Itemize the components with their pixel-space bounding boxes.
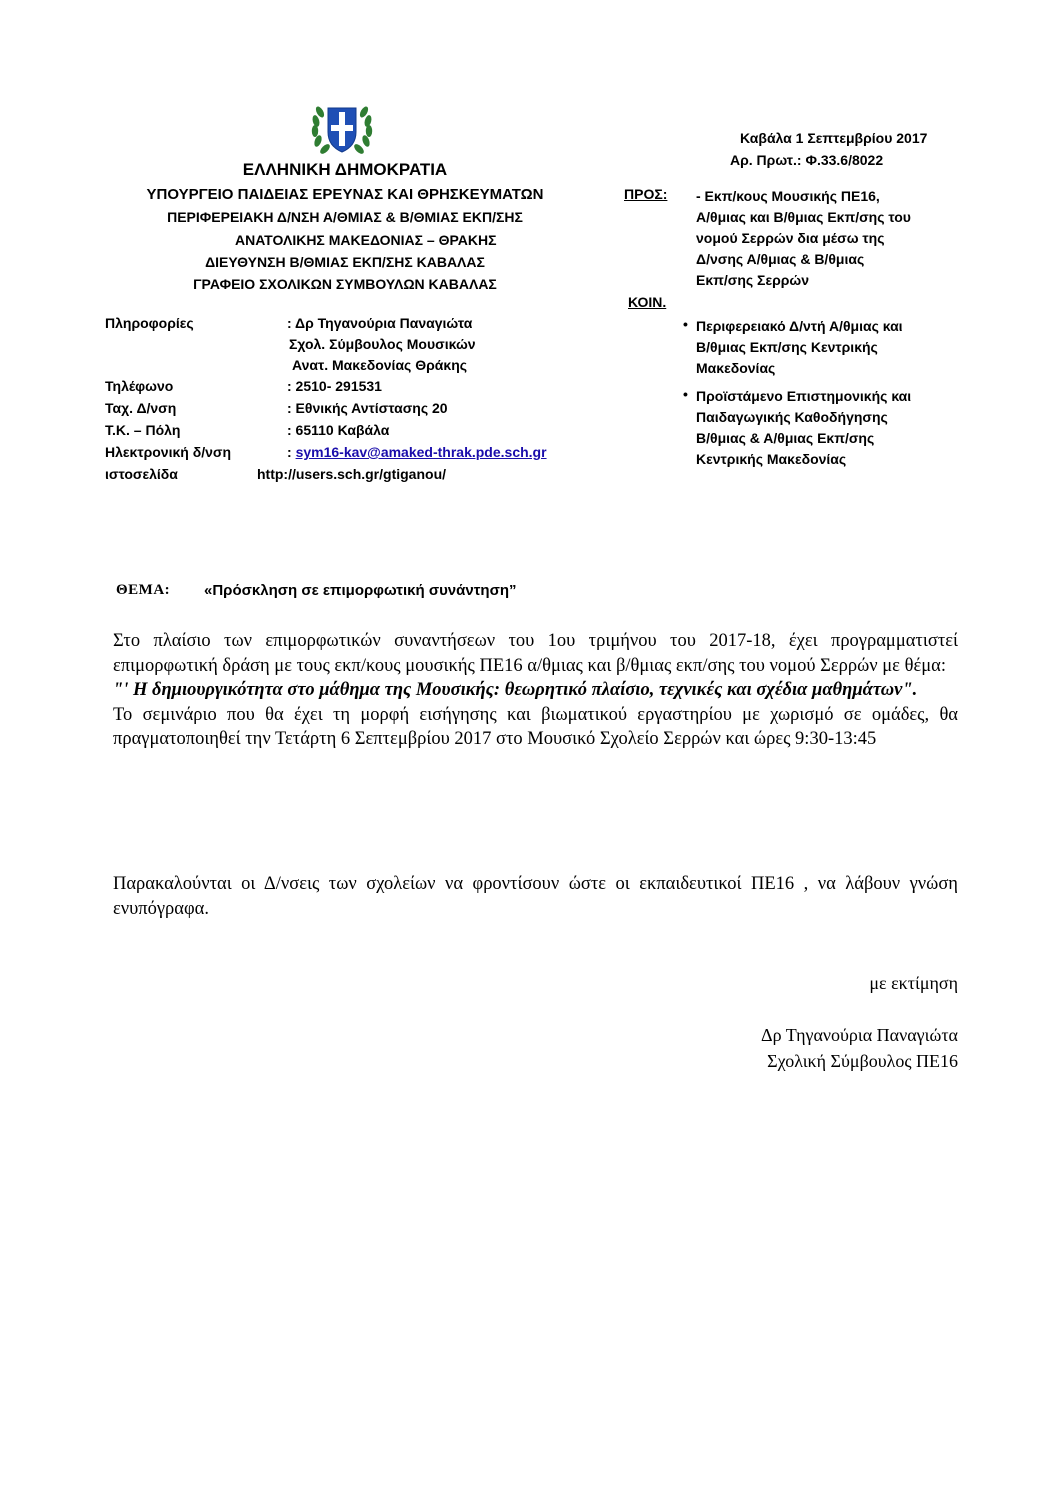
greek-coat-of-arms-emblem bbox=[306, 98, 378, 158]
info-value-name: : Δρ Τηγανούρια Παναγιώτα bbox=[287, 315, 473, 331]
info-value-region: Ανατ. Μακεδονίας Θράκης bbox=[292, 357, 468, 373]
ministry-heading: ΥΠΟΥΡΓΕΙΟ ΠΑΙΔΕΙΑΣ ΕΡΕΥΝΑΣ ΚΑΙ ΘΡΗΣΚΕΥΜΑΤΩΝ bbox=[146, 186, 544, 203]
closing-regards: με εκτίμηση bbox=[869, 973, 958, 993]
address-label: Ταχ. Δ/νση bbox=[105, 400, 177, 416]
cc-label: ΚΟΙΝ. bbox=[628, 294, 667, 310]
cc2-line-2: Παιδαγωγικής Καθοδήγησης bbox=[696, 409, 888, 425]
phone-label: Τηλέφωνο bbox=[105, 378, 174, 394]
postal-label: Τ.Κ. – Πόλη bbox=[105, 422, 181, 438]
to-line-2: Α/θμιας και Β/θμιας Εκπ/σης του bbox=[696, 209, 911, 225]
subject-text: «Πρόσκληση σε επιμορφωτική συνάντηση” bbox=[204, 582, 517, 599]
cc2-line-1: Προϊστάμενο Επιστημονικής και bbox=[696, 388, 912, 404]
to-line-1: - Εκπ/κους Μουσικής ΠΕ16, bbox=[696, 188, 880, 204]
regional-heading-line1: ΠΕΡΙΦΕΡΕΙΑΚΗ Δ/ΝΣΗ Α/ΘΜΙΑΣ & Β/ΘΜΙΑΣ ΕΚΠ/ΣΗΣ bbox=[167, 209, 523, 225]
signatory-role: Σχολική Σύμβουλος ΠΕ16 bbox=[767, 1051, 958, 1071]
phone-value: : 2510- 291531 bbox=[287, 378, 382, 394]
republic-heading: ΕΛΛΗΝΙΚΗ ΔΗΜΟΚΡΑΤΙΑ bbox=[242, 160, 448, 179]
body-paragraph-2: Το σεμινάριο που θα έχει τη μορφή εισήγησης και βιωματικού εργαστηρίου με χωρισμό σε ομάδες, θα πραγματοποιηθεί την Τετάρτη 6 Σεπτεμβρίου 2017 στο Μουσικό Σχολείο Σερρών και ώρες 9:30-13:45 bbox=[113, 704, 958, 749]
office-heading: ΓΡΑΦΕΙΟ ΣΧΟΛΙΚΩΝ ΣΥΜΒΟΥΛΩΝ ΚΑΒΑΛΑΣ bbox=[193, 276, 497, 292]
bullet-icon: • bbox=[683, 386, 688, 402]
to-line-4: Δ/νσης Α/θμιας & Β/θμιας bbox=[696, 251, 865, 267]
protocol-number: Αρ. Πρωτ.: Φ.33.6/8022 bbox=[730, 152, 884, 168]
signatory-name: Δρ Τηγανούρια Παναγιώτα bbox=[761, 1025, 958, 1045]
to-line-3: νομού Σερρών δια μέσω της bbox=[696, 230, 885, 246]
to-label: ΠΡΟΣ: bbox=[624, 186, 668, 202]
website-label: ιστοσελίδα bbox=[105, 466, 178, 482]
cc-recipient-2 bbox=[696, 386, 953, 470]
regional-heading-line2: ΑΝΑΤΟΛΙΚΗΣ ΜΑΚΕΔΟΝΙΑΣ – ΘΡΑΚΗΣ bbox=[235, 232, 497, 248]
cc-recipient-1 bbox=[696, 316, 953, 379]
info-value-role: Σχολ. Σύμβουλος Μουσικών bbox=[289, 336, 476, 352]
email-row bbox=[287, 444, 547, 460]
cc1-line-2: Β/θμιας Εκπ/σης Κεντρικής bbox=[696, 339, 878, 355]
seminar-title: "' Η δημιουργικότητα στο μάθημα της Μουσικής: θεωρητικό πλαίσιο, τεχνικές και σχέδια μαθημάτων". bbox=[113, 680, 918, 700]
postal-value: : 65110 Καβάλα bbox=[287, 422, 390, 438]
body-paragraph-1 bbox=[113, 629, 958, 752]
email-colon: : bbox=[287, 444, 292, 460]
cc2-line-3: Β/θμιας & Α/θμιας Εκπ/σης bbox=[696, 430, 875, 446]
body-paragraph-3: Παρακαλούνται οι Δ/νσεις των σχολείων να φροντίσουν ώστε οι εκπαιδευτικοί ΠΕ16 , να λάβουν γνώση ενυπόγραφα. bbox=[113, 874, 958, 919]
info-label: Πληροφορίες bbox=[105, 315, 194, 331]
subject-label: ΘΕΜΑ: bbox=[116, 582, 171, 598]
cc2-line-4: Κεντρικής Μακεδονίας bbox=[696, 451, 847, 467]
directorate-heading: ΔΙΕΥΘΥΝΣΗ Β/ΘΜΙΑΣ ΕΚΠ/ΣΗΣ ΚΑΒΑΛΑΣ bbox=[205, 254, 485, 270]
bullet-icon: • bbox=[683, 316, 688, 332]
website-value: http://users.sch.gr/gtiganou/ bbox=[257, 466, 447, 482]
cc1-line-1: Περιφερειακό Δ/ντή Α/θμιας και bbox=[696, 318, 903, 334]
body-intro: Στο πλαίσιο των επιμορφωτικών συναντήσεων του 1ου τριμήνου του 2017-18, έχει προγραμματιστεί επιμορφωτική δράση με τους εκπ/κους μουσικής ΠΕ16 α/θμιας και β/θμιας εκπ/σης του νομού Σερρών με θέμα: bbox=[113, 631, 958, 676]
recipients-block bbox=[696, 186, 953, 291]
address-value: : Εθνικής Αντίστασης 20 bbox=[287, 400, 448, 416]
email-label: Ηλεκτρονική δ/νση bbox=[105, 444, 232, 460]
email-link[interactable]: sym16-kav@amaked-thrak.pde.sch.gr bbox=[295, 444, 547, 460]
to-line-5: Εκπ/σης Σερρών bbox=[696, 272, 810, 288]
cc1-line-3: Μακεδονίας bbox=[696, 360, 776, 376]
date-line: Καβάλα 1 Σεπτεμβρίου 2017 bbox=[740, 130, 928, 146]
